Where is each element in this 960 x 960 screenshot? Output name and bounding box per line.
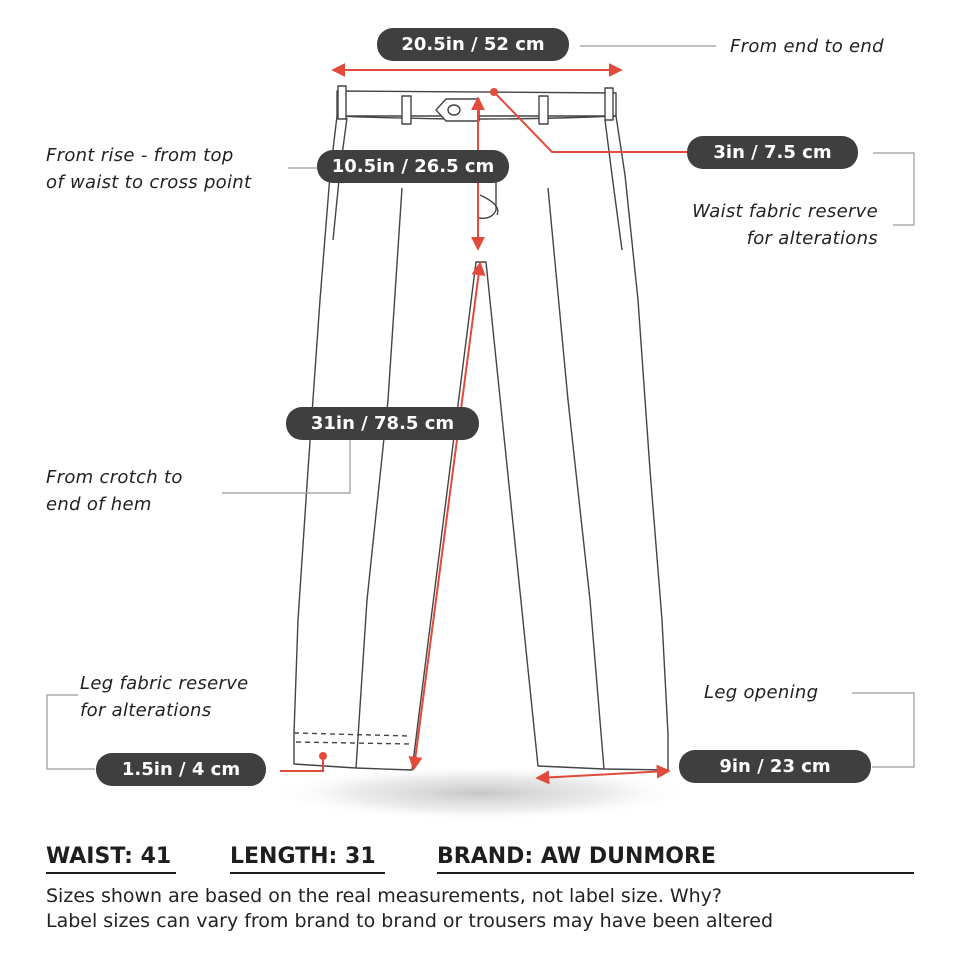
front-rise-note-line2: of waist to cross point [46, 172, 252, 193]
leg-reserve-note-line2: for alterations [80, 700, 212, 721]
waist-width-note-text: From end to end [730, 36, 884, 57]
inseam-value: 31in / 78.5 cm [286, 407, 479, 440]
sizing-disclaimer [46, 884, 773, 934]
waist-reserve-note-line2: for alterations [746, 228, 878, 249]
hem-reserve-dash-1 [294, 733, 410, 736]
inseam-note-leader [222, 440, 350, 493]
brand-name: BRAND: AW DUNMORE [437, 844, 716, 869]
inseam-arrow [414, 264, 480, 768]
left-leg-crease [356, 188, 402, 768]
front-rise-value: 10.5in / 26.5 cm [317, 150, 509, 183]
belt-loop-left-outer [338, 86, 346, 119]
inseam-note [46, 464, 183, 518]
waist-reserve-note-leader [873, 153, 914, 225]
length-size: LENGTH: 31 [230, 844, 376, 869]
waist-reserve-note [640, 198, 878, 252]
leg-opening-note [704, 679, 818, 706]
waist-reserve-note-line1: Waist fabric reserve [692, 201, 878, 222]
waist-width-note [730, 33, 884, 60]
waist-width-value: 20.5in / 52 cm [377, 28, 569, 61]
sizing-disclaimer-line2: Label sizes can vary from brand to brand or trousers may have been altered [46, 910, 774, 932]
right-leg-crease [548, 188, 604, 769]
waist-reserve-dot [490, 88, 498, 96]
leg-opening-note-text: Leg opening [704, 682, 819, 703]
inseam-note-line1: From crotch to [46, 467, 183, 488]
belt-loop-right [539, 96, 548, 124]
leg-reserve-value: 1.5in / 4 cm [96, 753, 266, 786]
hem-reserve-dash-2 [296, 742, 410, 744]
sizing-disclaimer-line1: Sizes shown are based on the real measurements, not label size. Why? [46, 885, 723, 907]
belt-loop-left [402, 96, 411, 124]
waist-reserve-value: 3in / 7.5 cm [687, 136, 858, 169]
front-rise-note [46, 142, 251, 196]
waist-size-underline [46, 872, 176, 874]
leg-reserve-note [80, 670, 249, 724]
leg-opening-value: 9in / 23 cm [679, 750, 871, 783]
length-size-underline [230, 872, 385, 874]
front-rise-note-line1: Front rise - from top [46, 145, 234, 166]
waist-size: WAIST: 41 [46, 844, 172, 869]
leg-reserve-dot [319, 752, 327, 760]
leg-reserve-note-line1: Leg fabric reserve [80, 673, 249, 694]
inseam-note-line2: end of hem [46, 494, 152, 515]
belt-loop-right-outer [605, 88, 613, 120]
waistband-tab [436, 99, 479, 121]
leg-reserve-leader [280, 756, 323, 771]
brand-name-underline [437, 872, 914, 874]
